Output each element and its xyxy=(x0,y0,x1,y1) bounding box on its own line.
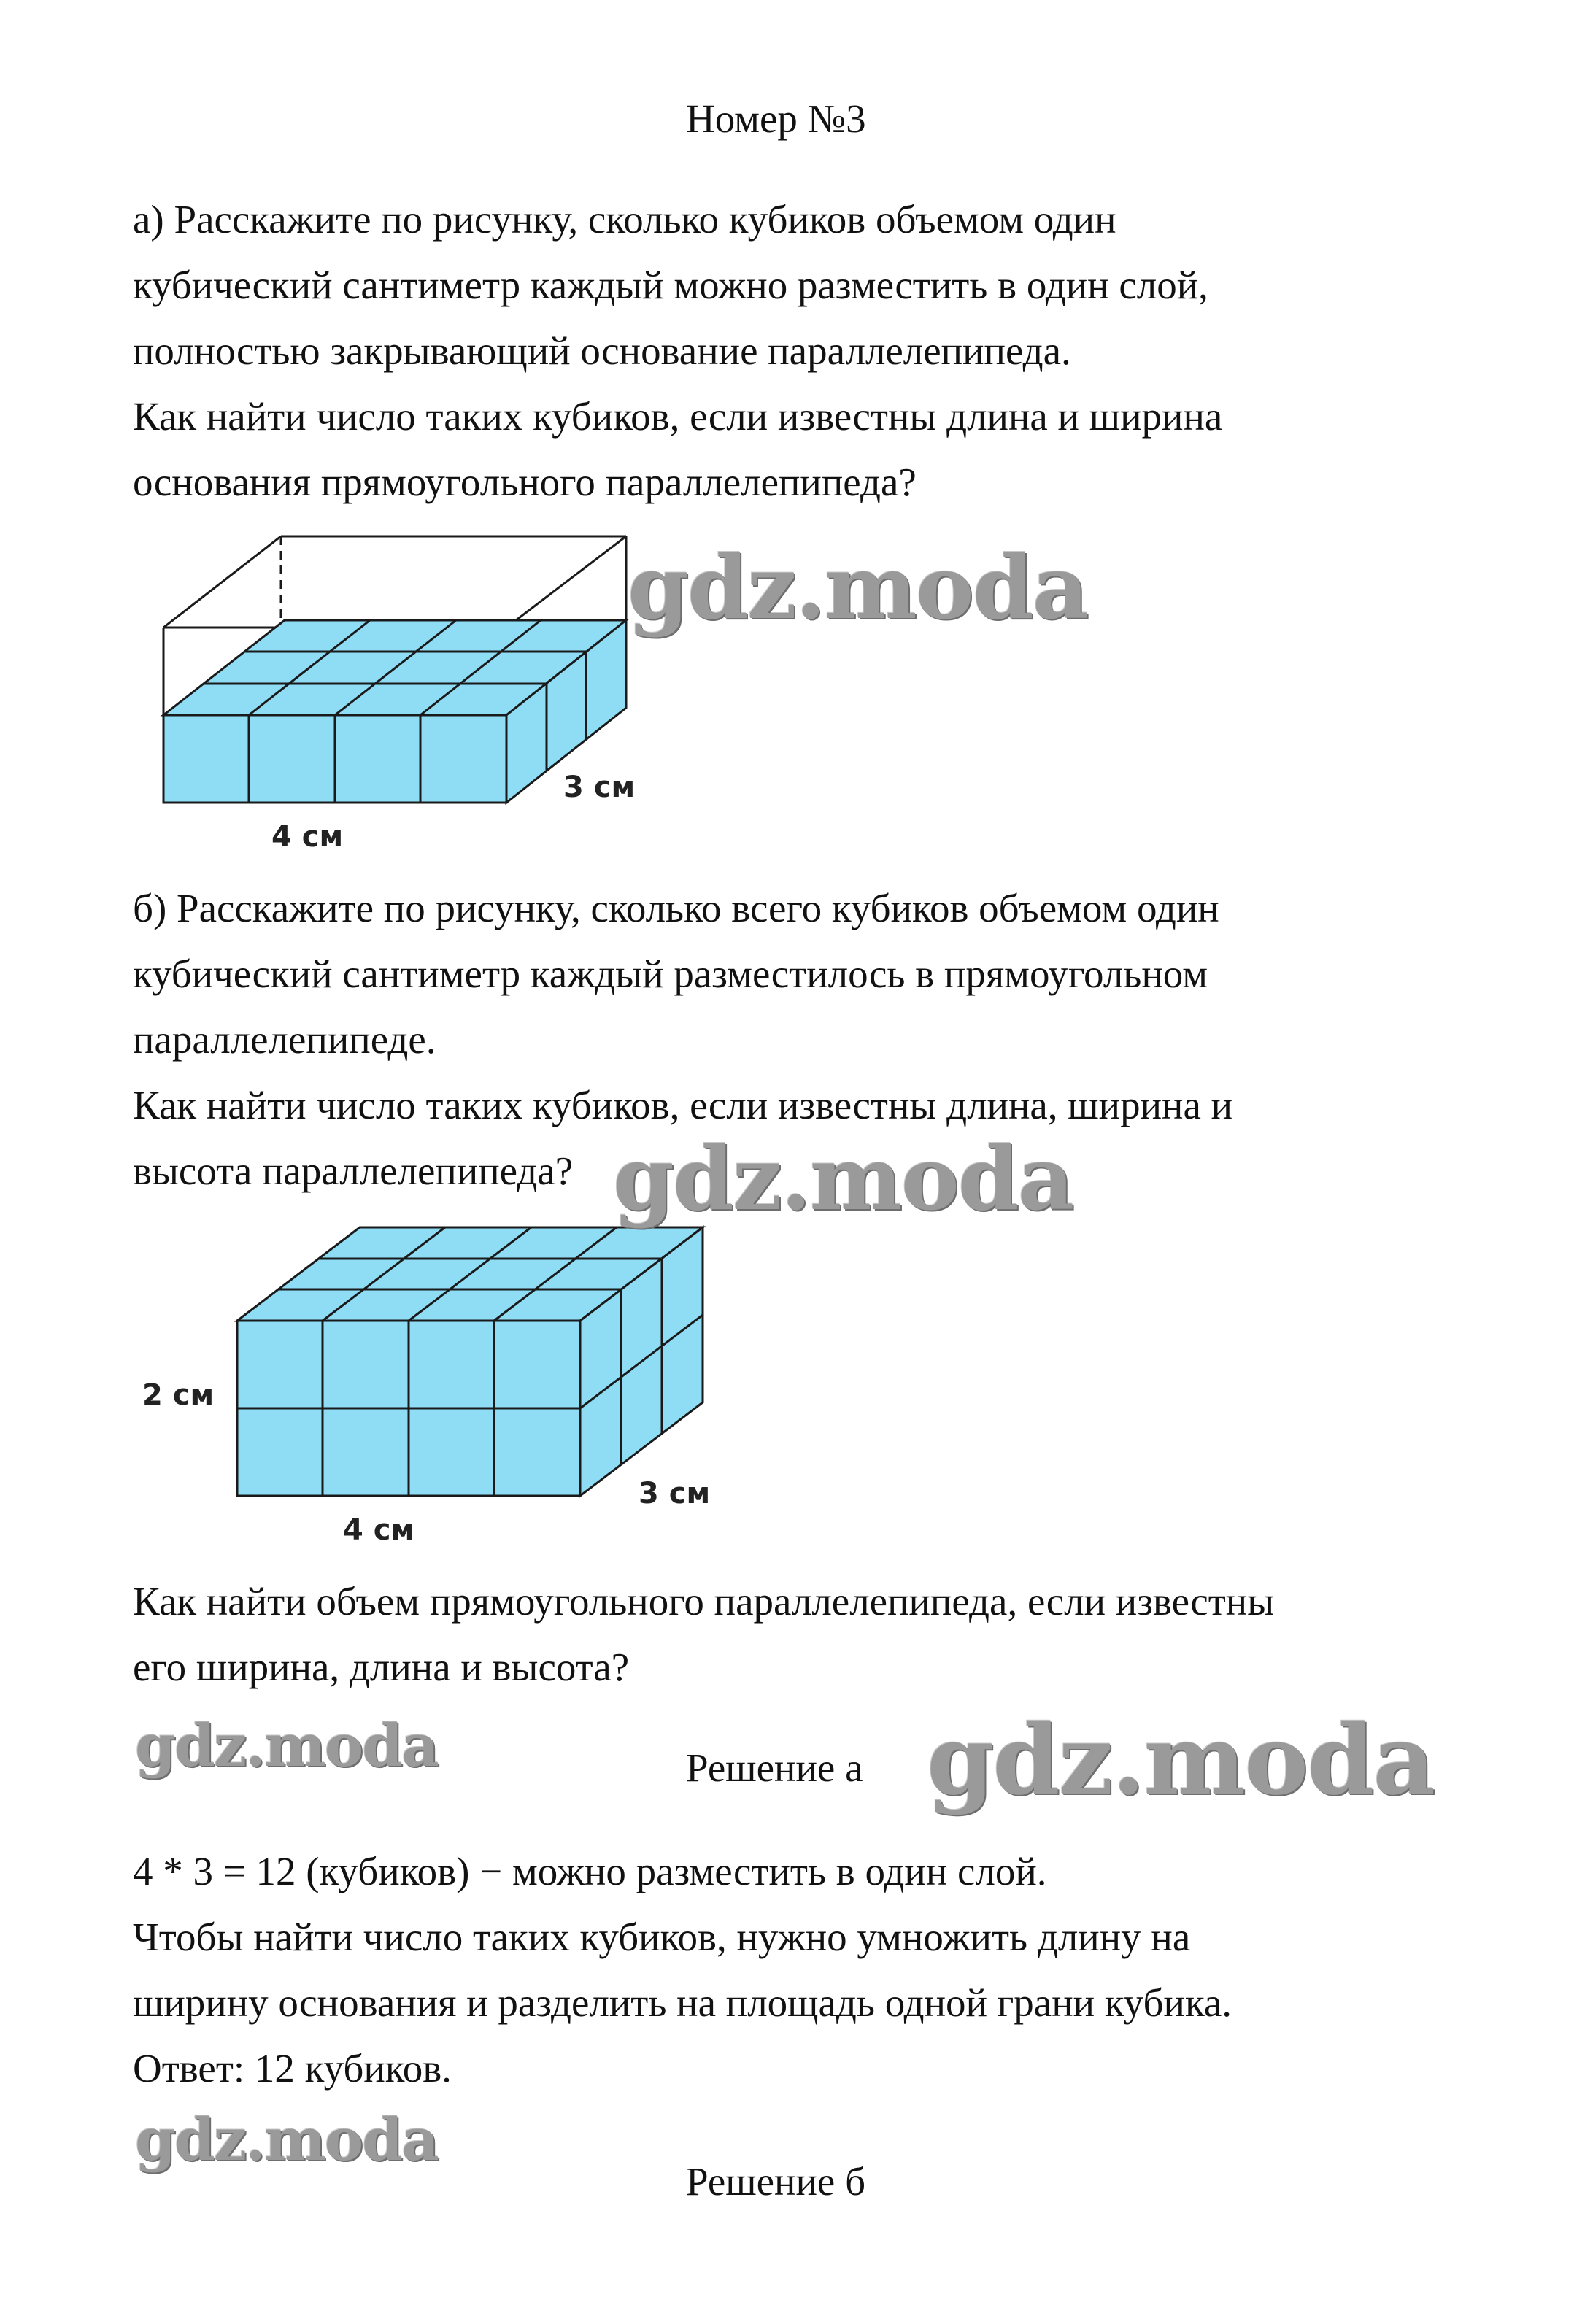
figure-a-one-layer xyxy=(146,511,671,861)
figure-a-width-label: 3 см xyxy=(563,771,636,804)
watermark-4: gdz.moda xyxy=(927,1704,1435,1817)
part-a-line-2: кубический сантиметр каждый можно разместить в один слой, xyxy=(133,263,1208,307)
page-title: Номер №3 xyxy=(686,96,866,141)
figure-b-width-label: 3 см xyxy=(639,1477,711,1510)
figure-b-full-block xyxy=(135,1211,748,1561)
part-a-line-4: Как найти число таких кубиков, если известны длина и ширина xyxy=(133,394,1223,439)
watermark-3: gdz.moda xyxy=(135,1711,438,1780)
part-b-line-5: высота параллелепипеда? xyxy=(133,1149,574,1193)
figure-b-length-label: 4 см xyxy=(343,1513,415,1547)
part-b-line-4: Как найти число таких кубиков, если известны длина, ширина и xyxy=(133,1083,1233,1127)
volume-question-line-1: Как найти объем прямоугольного параллелепипеда, если известны xyxy=(133,1579,1275,1624)
solution-a-heading: Решение а xyxy=(686,1745,863,1790)
watermark-5: gdz.moda xyxy=(135,2105,438,2174)
solution-a-line-2: Чтобы найти число таких кубиков, нужно умножить длину на xyxy=(133,1915,1191,1959)
part-b-line-2: кубический сантиметр каждый разместилось в прямоугольном xyxy=(133,951,1208,996)
solution-b-heading: Решение б xyxy=(686,2159,866,2204)
part-b-line-1: б) Расскажите по рисунку, сколько всего кубиков объемом один xyxy=(133,886,1219,930)
part-a-line-1: а) Расскажите по рисунку, сколько кубиков объемом один xyxy=(133,197,1116,242)
watermark-1: gdz.moda xyxy=(628,536,1088,639)
solution-a-line-1: 4 * 3 = 12 (кубиков) − можно разместить в один слой. xyxy=(133,1849,1047,1893)
figure-a-length-label: 4 см xyxy=(271,820,344,854)
solution-a-line-4: Ответ: 12 кубиков. xyxy=(133,2046,452,2091)
watermark-2: gdz.moda xyxy=(613,1127,1073,1230)
solution-a-line-3: ширину основания и разделить на площадь одной грани кубика. xyxy=(133,1980,1232,2025)
part-b-line-3: параллелепипеде. xyxy=(133,1017,436,1062)
figure-b-height-label: 2 см xyxy=(142,1378,215,1412)
part-a-line-3: полностью закрывающий основание параллелепипеда. xyxy=(133,328,1071,373)
part-a-line-5: основания прямоугольного параллелепипеда? xyxy=(133,460,917,504)
volume-question-line-2: его ширина, длина и высота? xyxy=(133,1645,630,1689)
